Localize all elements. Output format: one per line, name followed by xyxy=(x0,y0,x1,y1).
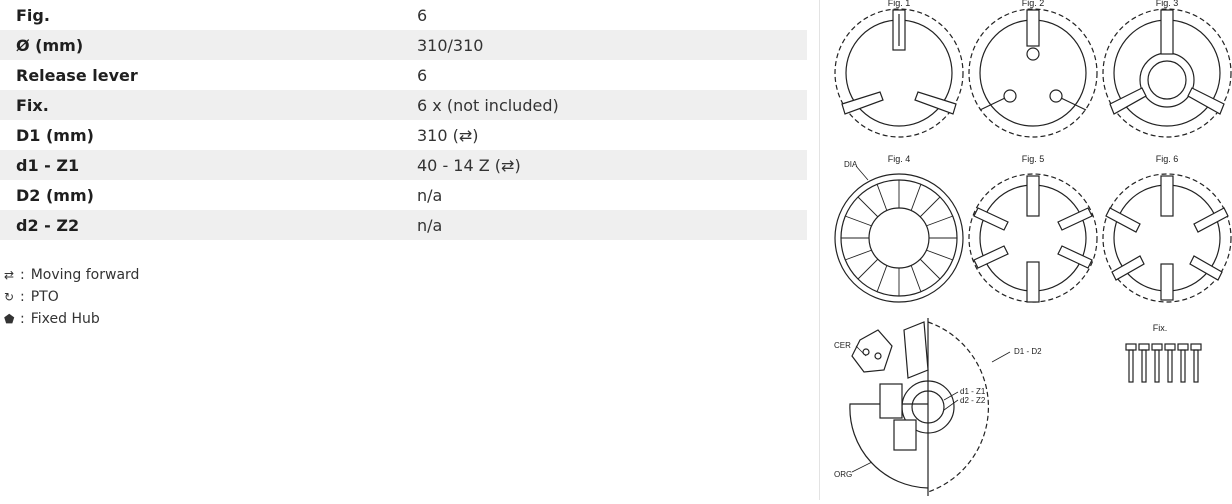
fig3-label: Fig. 3 xyxy=(1155,0,1179,8)
spec-label: D2 (mm) xyxy=(16,185,94,205)
legend-text: Fixed Hub xyxy=(30,311,100,327)
fig5-drawing xyxy=(969,174,1097,302)
org-callout: ORG xyxy=(834,470,853,479)
legend-text: PTO xyxy=(30,289,59,305)
spec-value: 310 (⇄) xyxy=(417,125,479,145)
spec-value: 6 xyxy=(417,65,428,85)
spec-value: n/a xyxy=(417,185,443,205)
legend-separator: : xyxy=(20,311,25,327)
spec-row xyxy=(0,0,807,30)
spec-value: n/a xyxy=(417,210,807,240)
spec-row xyxy=(0,120,807,150)
spec-row xyxy=(0,30,807,60)
d1-z1-callout: d1 - Z1 xyxy=(960,387,986,396)
fig6-drawing xyxy=(1103,174,1231,302)
clutch-diagram-svg xyxy=(820,0,1232,500)
moving-forward-icon: ⇄ xyxy=(4,268,15,282)
spec-row xyxy=(0,210,807,240)
fig4-label: Fig. 4 xyxy=(887,154,911,164)
spec-label: Fix. xyxy=(0,90,417,120)
spec-row xyxy=(0,60,807,90)
spec-row xyxy=(0,150,807,180)
spec-value: 6 xyxy=(417,5,428,25)
legend-separator: : xyxy=(20,289,25,305)
fix-callout: Fix. xyxy=(1152,323,1168,333)
spec-label: d1 - Z1 xyxy=(0,150,417,180)
clutch-assembly-drawing xyxy=(850,318,1010,496)
fig6-label: Fig. 6 xyxy=(1155,154,1179,164)
fig4-drawing xyxy=(835,166,963,302)
spec-row xyxy=(0,90,807,120)
dia-callout: DIA xyxy=(844,160,858,169)
clutch-diagram xyxy=(820,0,1232,500)
specs-table xyxy=(0,0,807,240)
spec-label: D1 (mm) xyxy=(16,125,94,145)
spec-label: Ø (mm) xyxy=(0,30,417,60)
spec-label: d2 - Z2 xyxy=(0,210,417,240)
legend-item xyxy=(4,264,139,286)
d2-z2-callout: d2 - Z2 xyxy=(960,396,986,405)
fig1-drawing xyxy=(835,9,963,137)
spec-value: 310/310 xyxy=(417,30,807,60)
spec-row xyxy=(0,180,807,210)
pto-icon: ↻ xyxy=(4,290,15,304)
fig5-label: Fig. 5 xyxy=(1021,154,1045,164)
legend-item xyxy=(4,308,139,330)
fig2-drawing xyxy=(969,9,1097,137)
spec-label: Release lever xyxy=(16,65,138,85)
fig2-label: Fig. 2 xyxy=(1021,0,1045,8)
legend-text: Moving forward xyxy=(30,267,140,283)
spec-label: Fig. xyxy=(16,5,50,25)
legend-item xyxy=(4,286,139,308)
cer-callout: CER xyxy=(834,341,851,350)
d1-d2-callout: D1 - D2 xyxy=(1014,347,1042,356)
fixed-hub-icon: ⬟ xyxy=(4,312,15,326)
spec-value: 6 x (not included) xyxy=(417,90,807,120)
legend-separator: : xyxy=(20,267,25,283)
symbol-legend xyxy=(4,264,139,330)
spec-value: 40 - 14 Z (⇄) xyxy=(417,150,807,180)
fig3-drawing xyxy=(1103,9,1231,137)
fix-bolts-drawing xyxy=(1126,344,1201,382)
fig1-label: Fig. 1 xyxy=(887,0,911,8)
